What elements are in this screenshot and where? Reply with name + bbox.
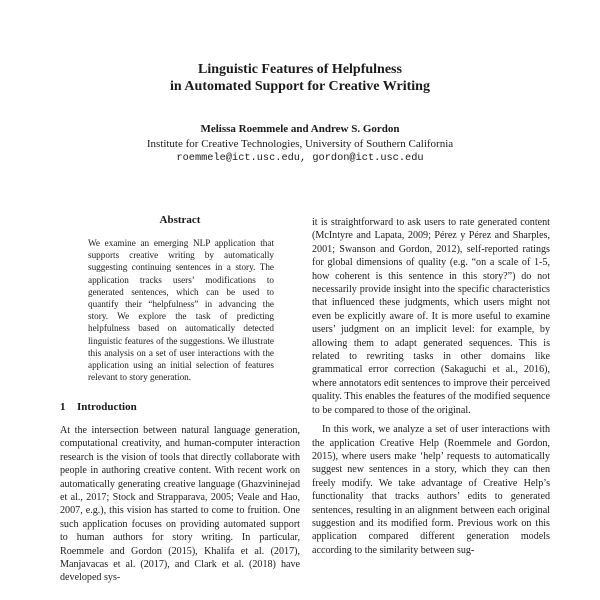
paper-title-line-2: in Automated Support for Creative Writing	[170, 79, 430, 94]
author-affiliation: Institute for Creative Technologies, University of Southern California	[146, 138, 454, 150]
introduction-paragraph-1-continued: it is straightforward to ask users to rate generated content (McIntyre and Lapata, 2009; Pérez y Pérez and Sharples, 2001; Swanson and Gordon, 2012), self-reported ratings for global dimensions of quality (e.g. “on a scale of 1-5, how coherent is this sentence in this story?”) do not necessarily provide insight into the specific characteristics that influenced these judgments, which users might not even be explicitly aware of. It is more useful to examine users’ judgment on an implicit level: for example, by allowing them to adapt generated sequences. This is related to rewriting tasks in other domains like grammatical error correction (Sakaguchi et al., 2016), where annotators edit sentences to improve their perceived quality. This enables the features of the modified sequence to be compared to those of the original.	[312, 217, 550, 416]
abstract-text: We examine an emerging NLP application that supports creative writing by automatically suggesting continuing sentences in a story. The application tracks users’ modifications to generated sentences, which can be used to quantify their “helpfulness” in advancing the story. We explore the task of predicting helpfulness based on automatically detected linguistic features of the suggestions. We illustrate this analysis on a set of user interactions with the application using an initial selection of features relevant to story generation.	[88, 238, 274, 383]
section-number: 1	[60, 401, 66, 413]
abstract-heading: Abstract	[159, 214, 201, 226]
introduction-paragraph-2: In this work, we analyze a set of user interactions with the application Creative Help (Roemmele and Gordon, 2015), where users make ‘help’ requests to automatically suggest new sentences in a story, which they can then freely modify. We take advantage of Creative Help’s functionality that tracks authors’ edits to generated sentences, resulting in an alignment between each original suggestion and its modified form. Previous work on this application compared different generation models according to the similarity between sug-	[312, 424, 550, 556]
right-column	[312, 216, 550, 557]
paper-title-line-1: Linguistic Features of Helpfulness	[198, 62, 402, 77]
author-names: Melissa Roemmele and Andrew S. Gordon	[200, 123, 400, 135]
section-heading-introduction	[60, 400, 300, 414]
introduction-paragraph-1: At the intersection between natural language generation, computational creativity, and human-computer interaction research is the vision of tools that directly collaborate with people in authoring creative content. With recent work on automatically generating creative language (Ghazvininejad et al., 2017; Stock and Strapparava, 2005; Veale and Hao, 2007, e.g.), this vision has started to come to fruition. One such application focuses on providing automated support to human authors for story writing. In particular, Roemmele and Gordon (2015), Khalifa et al. (2017), Manjavacas et al. (2017), and Clark et al. (2018) have developed sys-	[60, 425, 300, 584]
author-emails: roemmele@ict.usc.edu, gordon@ict.usc.edu	[176, 152, 424, 164]
section-title: Introduction	[77, 401, 137, 413]
